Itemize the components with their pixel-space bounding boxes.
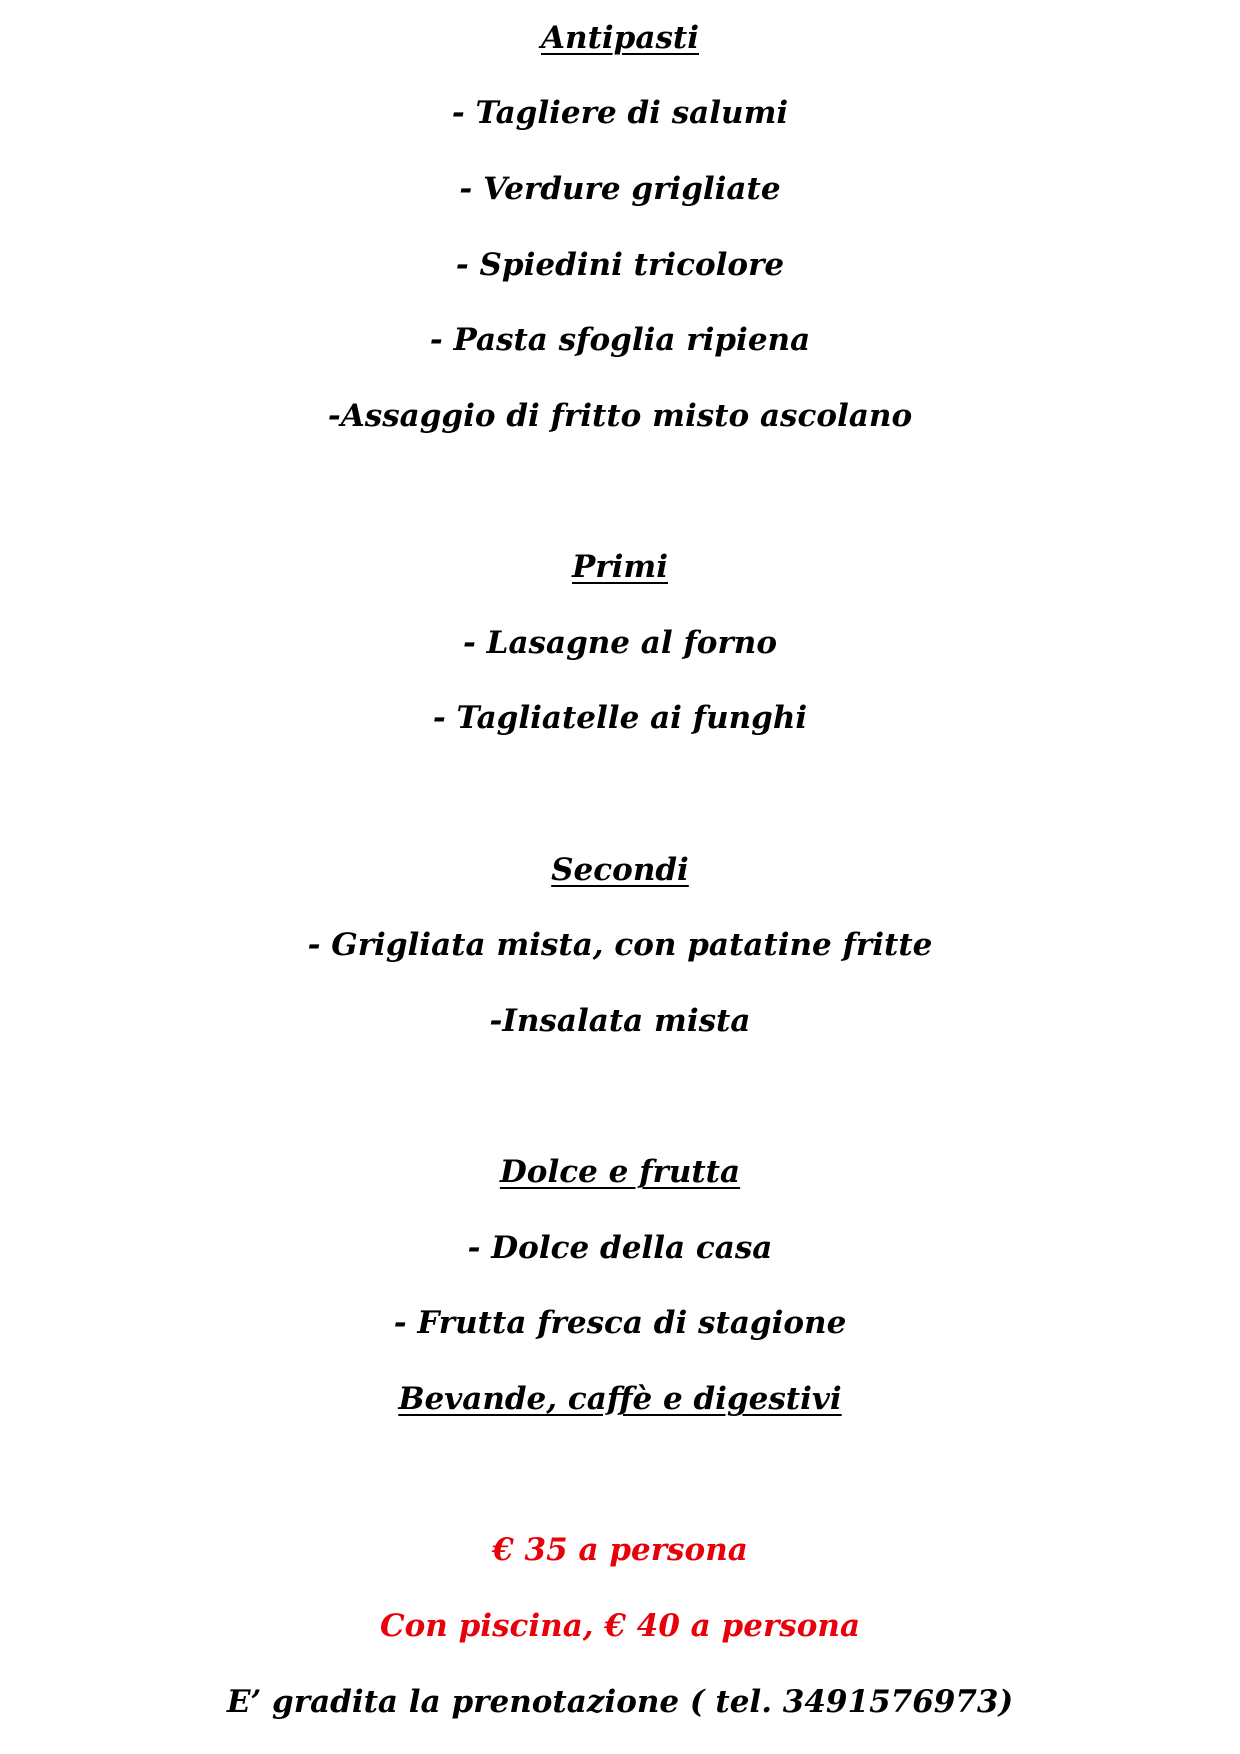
antipasti-item-1: - Tagliere di salumi [451, 95, 789, 131]
secondi-item-1: - Grigliata mista, con patatine fritte [307, 927, 933, 963]
bevande-heading: Bevande, caffè e digestivi [398, 1381, 842, 1417]
antipasti-item-4: - Pasta sfoglia ripiena [429, 322, 811, 358]
primi-heading: Primi [572, 549, 668, 585]
antipasti-item-3: - Spiedini tricolore [455, 247, 785, 283]
booking-note: E’ gradita la prenotazione ( tel. 3491576973) [226, 1684, 1014, 1720]
primi-item-1: - Lasagne al forno [462, 625, 778, 661]
antipasti-item-5: -Assaggio di fritto misto ascolano [327, 398, 913, 434]
dolce-item-1: - Dolce della casa [467, 1230, 773, 1266]
price-per-person: € 35 a persona [492, 1532, 748, 1568]
dolce-item-2: - Frutta fresca di stagione [393, 1305, 847, 1341]
secondi-item-2: -Insalata mista [489, 1003, 751, 1039]
pool-price: Con piscina, € 40 a persona [379, 1608, 861, 1644]
secondi-heading: Secondi [551, 852, 689, 888]
antipasti-item-2: - Verdure grigliate [459, 171, 781, 207]
antipasti-heading: Antipasti [541, 20, 699, 56]
dolce-heading: Dolce e frutta [499, 1154, 741, 1190]
primi-item-2: - Tagliatelle ai funghi [432, 700, 808, 736]
